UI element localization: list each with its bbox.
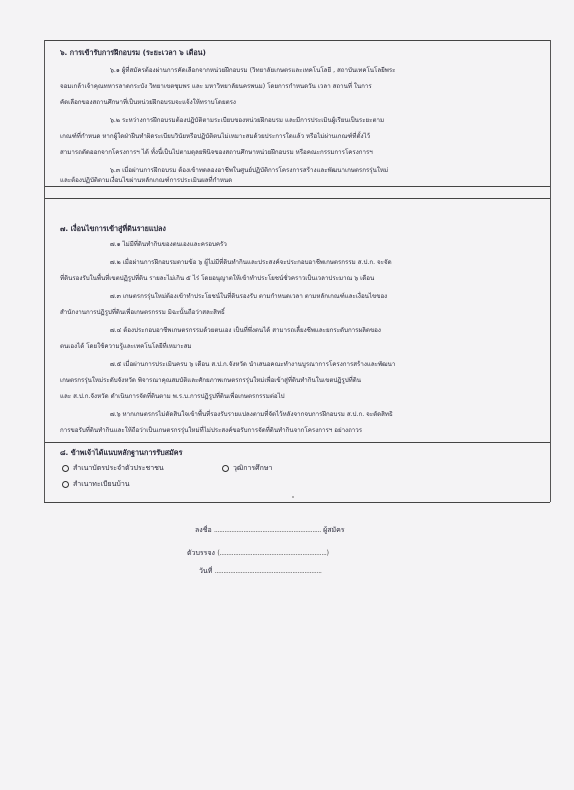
education-label: วุฒิการศึกษา: [233, 464, 273, 472]
section7-bottom-border: [44, 442, 550, 443]
form-left-border: [44, 40, 45, 502]
education-checkbox[interactable]: [222, 465, 229, 472]
form-right-border: [550, 40, 551, 502]
section6-item1-line2: จอมเกล้าเจ้าคุณทหารลาดกระบัง วิทยาเขตชุมพร และ มหาวิทยาลัยนครพนม) โดยการกำหนดวัน เวลา สถานที่ ในการ: [60, 83, 372, 90]
section6-item3-line1: ๖.๓ เมื่อผ่านการฝึกอบรม ต้องเข้าทดลองอาชีพในศูนย์ปฏิบัติการโครงการสร้างและพัฒนาเกษตรกรรุ่นใหม่: [110, 167, 389, 174]
section6-item1-line1: ๖.๑ ผู้ที่สมัครต้องผ่านการคัดเลือกจากหน่วยฝึกอบรม (วิทยาลัยเกษตรและเทคโนโลยี , สถาบันเทคโนโลยีพระ: [110, 67, 396, 74]
section7-item1: ๗.๑ ไม่มีที่ดินทำกินของตนเองและครอบครัว: [110, 241, 227, 248]
id-card-checkbox[interactable]: [62, 465, 69, 472]
section6-item1-line3: คัดเลือกของสถานศึกษาที่เป็นหน่วยฝึกอบรมจะแจ้งให้ทราบโดยตรง: [60, 99, 236, 106]
section6-item3-line2: และต้องปฏิบัติตามเงื่อนไขผ่านหลักเกณฑ์การประเมินผลที่กำหนด: [60, 177, 233, 184]
house-registration-label: สำเนาทะเบียนบ้าน: [73, 480, 130, 488]
section7-item5-line2: เกษตรกรรุ่นใหม่ระดับจังหวัด พิจารณาคุณสมบัติและศักยภาพเกษตรกรรุ่นใหม่เพื่อเข้าสู่ที่ดินทำกินในเขตปฏิรูปที่ดิน: [60, 377, 362, 384]
date-label: วันที่: [199, 567, 213, 575]
printed-name-label: ตัวบรรจง: [187, 549, 215, 557]
section6-heading: ๖. การเข้ารับการฝึกอบรม (ระยะเวลา ๖ เดือน): [60, 48, 206, 57]
signature-label: ลงชื่อ: [195, 526, 212, 534]
section7-item4-line1: ๗.๔ ต้องประกอบอาชีพเกษตรกรรมด้วยตนเอง เป็นที่พึ่งตนได้ สามารถเลี้ยงชีพและยกระดับการผลิตของ: [110, 327, 381, 334]
section7-item2-line2: ที่ดินรองรับในพื้นที่เขตปฏิรูปที่ดิน รายละไม่เกิน ๕ ไร่ โดยอนุญาตให้เข้าทำประโยชน์ชั่วคราวเป็นเวลาประมาณ ๖ เดือน: [60, 275, 375, 282]
printed-name-row: [187, 547, 329, 559]
id-card-label: สำเนาบัตรประจำตัวประชาชน: [73, 464, 164, 472]
applicant-label: ผู้สมัคร: [323, 526, 345, 534]
section8-bottom-border: [44, 502, 550, 503]
paper-speck: [292, 496, 294, 498]
date-row: [199, 565, 322, 577]
section7-item6-line1: ๗.๖ หากเกษตรกรไม่ตัดสินใจเข้าพื้นที่รองรับรายแปลงตามที่จัดไว้หลังจากจบการฝึกอบรม ส.ป.ก. จะตัดสิทธิ: [110, 411, 393, 418]
option-house-registration-copy[interactable]: [62, 478, 130, 490]
section6-item2-line1: ๖.๒ ระหว่างการฝึกอบรมต้องปฏิบัติตามระเบียบของหน่วยฝึกอบรม และมีการประเมินผู้เรียนเป็นระยะตาม: [110, 117, 385, 124]
option-education-certificate[interactable]: [222, 462, 272, 474]
house-registration-checkbox[interactable]: [62, 481, 69, 488]
section6-item2-line2: เกณฑ์ที่กำหนด หากผู้ใดฝ่าฝืนทำผิดระเบียบวินัยหรือปฏิบัติตนไม่เหมาะสมด้วยประการใดแล้ว หรือไม่ผ่านเกณฑ์ที่ตั้งไว้: [60, 133, 371, 140]
section7-top-border: [44, 198, 550, 199]
section7-item6-line2: การขอรับที่ดินทำกินและให้ถือว่าเป็นเกษตรกรรุ่นใหม่ที่ไม่ประสงค์ขอรับการจัดที่ดินทำกินจากโครงการฯ อย่างถาวร: [60, 427, 363, 434]
section7-item5-line1: ๗.๕ เมื่อผ่านการประเมินครบ ๖ เดือน ส.ป.ก.จังหวัด นำเสนอคณะทำงานบูรณาการโครงการสร้างและพัฒนา: [110, 361, 396, 368]
signature-row: [195, 524, 345, 536]
date-field[interactable]: ..............................................................: [214, 567, 322, 575]
section7-item3-line2: สำนักงานการปฏิรูปที่ดินเพื่อเกษตรกรรม มิฉะนั้นถือว่าสละสิทธิ์: [60, 309, 225, 316]
printed-name-field[interactable]: (..............................................................): [217, 549, 329, 557]
section7-item3-line1: ๗.๓ เกษตรกรรุ่นใหม่ต้องเข้าทำประโยชน์ในที่ดินรองรับ ตามกำหนดเวลา ตามหลักเกณฑ์และเงื่อนไขของ: [110, 293, 388, 300]
section6-top-border: [44, 40, 550, 41]
section7-item4-line2: ตนเองได้ โดยใช้ความรู้และเทคโนโลยีที่เหมาะสม: [60, 343, 192, 350]
section7-heading: ๗. เงื่อนไขการเข้าสู่ที่ดินรายแปลง: [60, 224, 166, 233]
section8-heading: ๘. ข้าพเจ้าได้แนบหลักฐานการรับสมัคร: [60, 448, 183, 457]
option-id-card-copy[interactable]: [62, 462, 164, 474]
section7-item2-line1: ๗.๒ เมื่อผ่านการฝึกอบรมตามข้อ ๖ ผู้ไม่มีที่ดินทำกินและประสงค์จะประกอบอาชีพเกษตรกรรม ส.ป.ก. จะจัด: [110, 259, 392, 266]
signature-field[interactable]: ..............................................................: [213, 526, 321, 534]
section7-item5-line3: และ ส.ป.ก.จังหวัด ดำเนินการจัดที่ดินตาม พ.ร.บ.การปฏิรูปที่ดินเพื่อเกษตรกรรมต่อไป: [60, 393, 285, 400]
section6-item2-line3: สามารถตัดออกจากโครงการฯ ได้ ทั้งนี้เป็นไปตามดุลยพินิจของสถานศึกษาหน่วยฝึกอบรม หรือคณะกรรมการโครงการฯ: [60, 149, 373, 156]
